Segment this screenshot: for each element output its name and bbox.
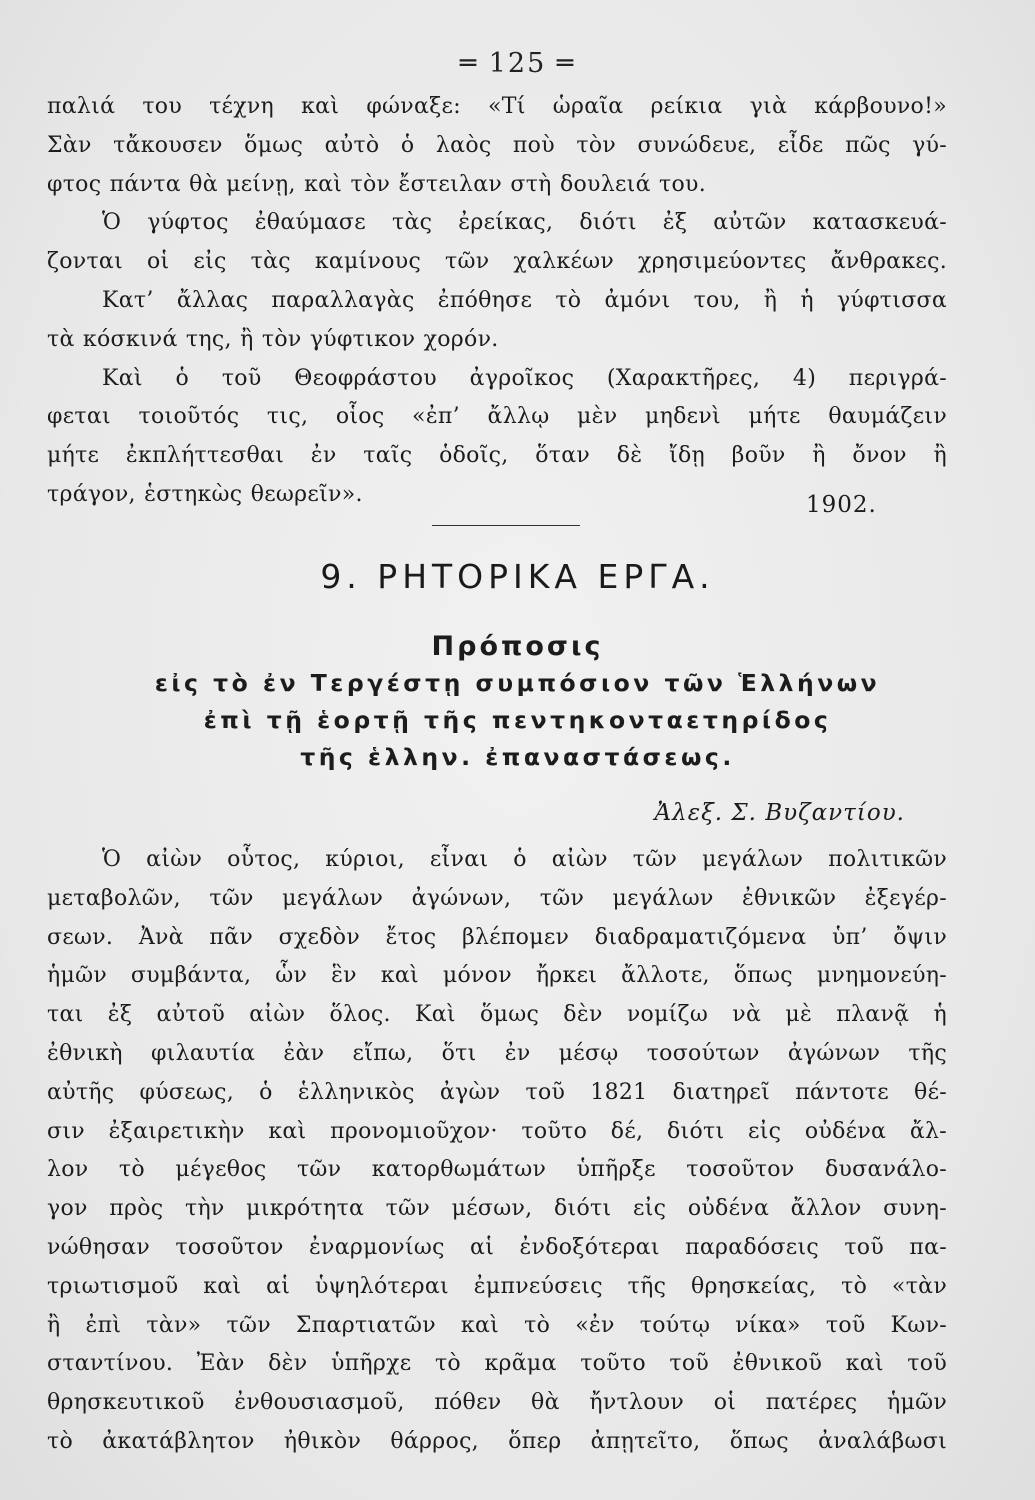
text-line: ται ἐξ αὐτοῦ αἰὼν ὅλος. Καὶ ὅμως δὲν νομίζω νὰ μὲ πλανᾷ ἡ xyxy=(47,1002,947,1028)
text-line: μήτε ἐκπλήττεσθαι ἐν ταῖς ὁδοῖς, ὅταν δὲ ἴδῃ βοῦν ἢ ὄνον ἢ xyxy=(47,443,947,469)
paragraph xyxy=(47,88,947,204)
text-line: θρησκευτικοῦ ἐνθουσιασμοῦ, πόθεν θὰ ἤντλουν οἱ πατέρες ἡμῶν xyxy=(47,1390,947,1416)
text-line: Ὁ γύφτος ἐθαύμασε τὰς ἐρείκας, διότι ἐξ αὐτῶν κατασκευά- xyxy=(102,210,947,236)
text-line: σεων. Ἀνὰ πᾶν σχεδὸν ἔτος βλέπομεν διαδραματιζόμενα ὑπ’ ὄψιν xyxy=(47,924,947,950)
text-line: σταντίνου. Ἐὰν δὲν ὑπῆρχε τὸ κρᾶμα τοῦτο τοῦ ἐθνικοῦ καὶ τοῦ xyxy=(47,1351,947,1377)
page-number: ═ 125 ═ xyxy=(459,48,576,79)
title-line: Πρόποσις xyxy=(431,631,604,662)
text-line: λον τὸ μέγεθος τῶν κατορθωμάτων ὑπῆρξε τοσοῦτον δυσανάλο- xyxy=(47,1157,947,1183)
text-line: γον πρὸς τὴν μικρότητα τῶν μέσων, διότι εἰς οὐδένα ἄλλον συνη- xyxy=(47,1196,947,1222)
paragraph xyxy=(47,282,947,360)
author: Ἀλεξ. Σ. Βυζαντίου. xyxy=(654,800,905,826)
text-line: τὸ ἀκατάβλητον ἠθικὸν θάρρος, ὅπερ ἀπῃτεῖτο, ὅπως ἀναλάβωσι xyxy=(47,1428,947,1454)
text-line: σιν ἐξαιρετικὴν καὶ προνομιοῦχον· τοῦτο δέ, διότι εἰς οὐδένα ἄλ- xyxy=(47,1118,947,1144)
top-text-block xyxy=(47,88,947,515)
section-divider xyxy=(432,525,580,526)
text-line: Κατ’ ἄλλας παραλλαγὰς ἐπόθησε τὸ ἀμόνι του, ἢ ἡ γύφτισσα xyxy=(102,287,947,313)
date: 1902. xyxy=(806,492,877,518)
text-line: μεταβολῶν, τῶν μεγάλων ἀγώνων, τῶν μεγάλων ἐθνικῶν ἐξεγέρ- xyxy=(47,885,947,911)
text-line: παλιά του τέχνη καὶ φώναξε: «Τί ὡραῖα ρείκια γιὰ κάρβουνο!» xyxy=(47,94,947,119)
title-line: τῆς ἑλλην. ἐπαναστάσεως. xyxy=(300,743,735,771)
text-line: φεται τοιοῦτός τις, οἷος «ἐπ’ ἄλλῳ μὲν μηδενὶ μήτε θαυμάζειν xyxy=(47,404,947,430)
text-line: ζονται οἱ εἰς τὰς καμίνους τῶν χαλκέων χρησιμεύοντες ἄνθρακες. xyxy=(47,249,947,275)
text-line: Σὰν τἄκουσεν ὅμως αὐτὸ ὁ λαὸς ποὺ τὸν συνώδευε, εἶδε πῶς γύ- xyxy=(47,132,947,158)
text-line: τριωτισμοῦ καὶ αἱ ὑψηλότεραι ἐμπνεύσεις τῆς θρησκείας, τὸ «τὰν xyxy=(47,1273,947,1299)
text-line: Καὶ ὁ τοῦ Θεοφράστου ἀγροῖκος (Χαρακτῆρες, 4) περιγρά- xyxy=(102,365,947,391)
paragraph xyxy=(47,204,947,282)
title-line: ἐπὶ τῇ ἑορτῇ τῆς πεντηκονταετηρίδος xyxy=(203,706,832,734)
text-line: φτος πάντα θὰ μείνῃ, καὶ τὸν ἔστειλαν στὴ δουλειά του. xyxy=(47,171,707,197)
text-line: ἡμῶν συμβάντα, ὧν ἓν καὶ μόνον ἤρκει ἄλλοτε, ὅπως μνημονεύη- xyxy=(47,963,947,989)
section-heading: 9. ΡΗΤΟΡΙΚΑ ΕΡΓΑ. xyxy=(320,557,715,596)
text-line: ἐθνικὴ φιλαυτία ἐὰν εἴπω, ὅτι ἐν μέσῳ τοσούτων ἀγώνων τῆς xyxy=(47,1040,947,1066)
title-line: εἰς τὸ ἐν Τεργέστῃ συμπόσιον τῶν Ἑλλήνων xyxy=(154,669,881,697)
text-line: ἢ ἐπὶ τὰν» τῶν Σπαρτιατῶν καὶ τὸ «ἐν τούτῳ νίκα» τοῦ Κων- xyxy=(47,1312,947,1338)
speech-title xyxy=(0,628,1035,776)
text-line: νώθησαν τοσοῦτον ἐναρμονίως αἱ ἐνδοξότεραι παραδόσεις τοῦ πα- xyxy=(47,1234,947,1260)
text-line: τὰ κόσκινά της, ἢ τὸν γύφτικον χορόν. xyxy=(47,326,499,352)
text-line: αὐτῆς φύσεως, ὁ ἑλληνικὸς ἀγὼν τοῦ 1821 διατηρεῖ πάντοτε θέ- xyxy=(47,1079,947,1105)
text-line: Ὁ αἰὼν οὗτος, κύριοι, εἶναι ὁ αἰὼν τῶν μεγάλων πολιτικῶν xyxy=(102,847,947,872)
speech-text xyxy=(47,841,947,1462)
text-line: τράγον, ἑστηκὼς θεωρεῖν». xyxy=(47,481,363,507)
